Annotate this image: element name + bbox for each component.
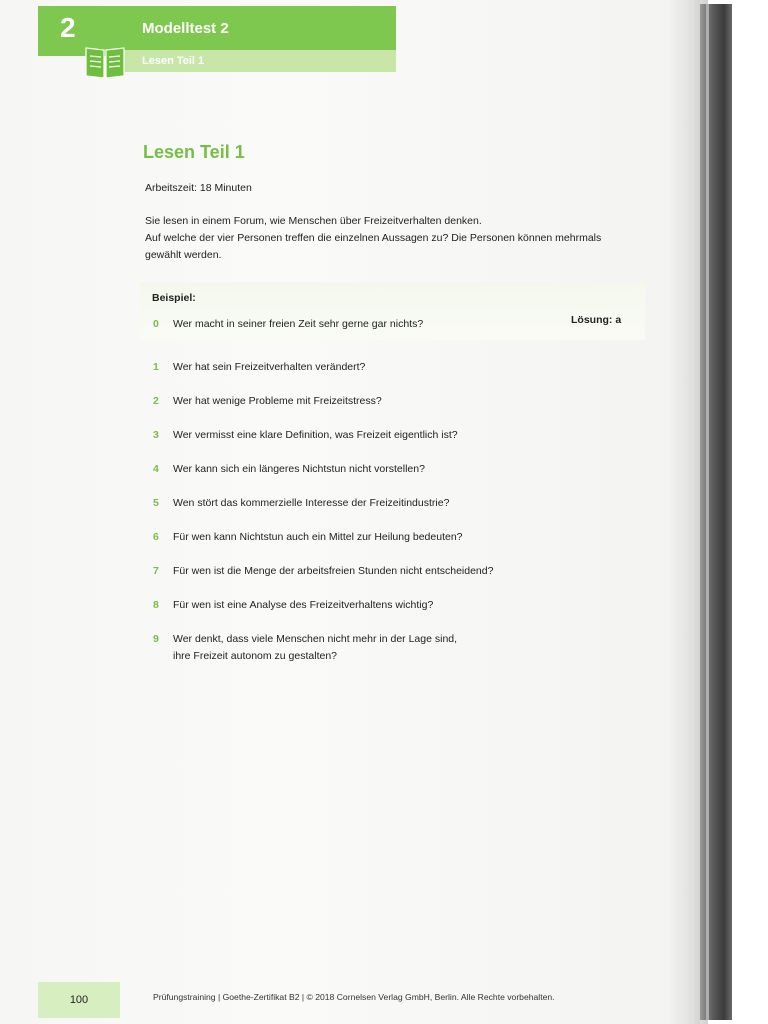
question-number: 6 (153, 531, 159, 543)
example-label: Beispiel: (152, 292, 196, 304)
question-text: Wer hat wenige Probleme mit Freizeitstress? (173, 395, 382, 407)
instruction-line: Auf welche der vier Personen treffen die einzelnen Aussagen zu? Die Personen können mehrmals (145, 232, 602, 244)
question-number: 2 (153, 395, 159, 407)
question-text: Für wen ist die Menge der arbeitsfreien Stunden nicht entscheidend? (173, 565, 494, 577)
book-spine (700, 4, 732, 1020)
question-text: Wen stört das kommerzielle Interesse der Freizeitindustrie? (173, 497, 450, 509)
page-number-box (38, 982, 120, 1018)
example-solution: Lösung: a (571, 314, 622, 326)
question-number: 1 (153, 361, 159, 373)
spine-edge (706, 4, 709, 1020)
question-number: 4 (153, 463, 159, 475)
question-number: 8 (153, 599, 159, 611)
working-time: Arbeitszeit: 18 Minuten (145, 182, 252, 194)
question-text: Wer hat sein Freizeitverhalten verändert? (173, 361, 366, 373)
question-text: Wer vermisst eine klare Definition, was Freizeit eigentlich ist? (173, 429, 458, 441)
question-number: 3 (153, 429, 159, 441)
chapter-title-bar (108, 6, 396, 50)
book-icon (82, 42, 128, 82)
section-heading: Lesen Teil 1 (143, 142, 245, 162)
instruction-line: gewählt werden. (145, 249, 222, 261)
question-text: ihre Freizeit autonom zu gestalten? (173, 650, 338, 662)
question-text: Wer denkt, dass viele Menschen nicht mehr in der Lage sind, (173, 633, 458, 645)
instruction-line: Sie lesen in einem Forum, wie Menschen über Freizeitverhalten denken. (145, 215, 482, 227)
question-number: 5 (153, 497, 159, 509)
example-question: Wer macht in seiner freien Zeit sehr gerne gar nichts? (173, 318, 424, 330)
chapter-title: Modelltest 2 (142, 20, 229, 37)
example-box (140, 282, 645, 340)
instructions (145, 213, 635, 264)
chapter-number: 2 (60, 12, 76, 43)
footer-text: Prüfungstraining | Goethe-Zertifikat B2 | © 2018 Cornelsen Verlag GmbH, Berlin. Alle Rechte vorbehalten. (153, 992, 555, 1002)
question-number: 9 (153, 633, 159, 645)
question-number: 7 (153, 565, 159, 577)
question-text: Wer kann sich ein längeres Nichtstun nicht vorstellen? (173, 463, 425, 475)
question-text: Für wen ist eine Analyse des Freizeitverhaltens wichtig? (173, 599, 434, 611)
question-text: Für wen kann Nichtstun auch ein Mittel zur Heilung bedeuten? (173, 531, 463, 543)
example-number: 0 (153, 318, 159, 330)
chapter-subtitle: Lesen Teil 1 (142, 55, 205, 67)
chapter-subtitle-bar (108, 50, 396, 72)
page-number: 100 (69, 994, 89, 1006)
chapter-header (38, 6, 396, 72)
